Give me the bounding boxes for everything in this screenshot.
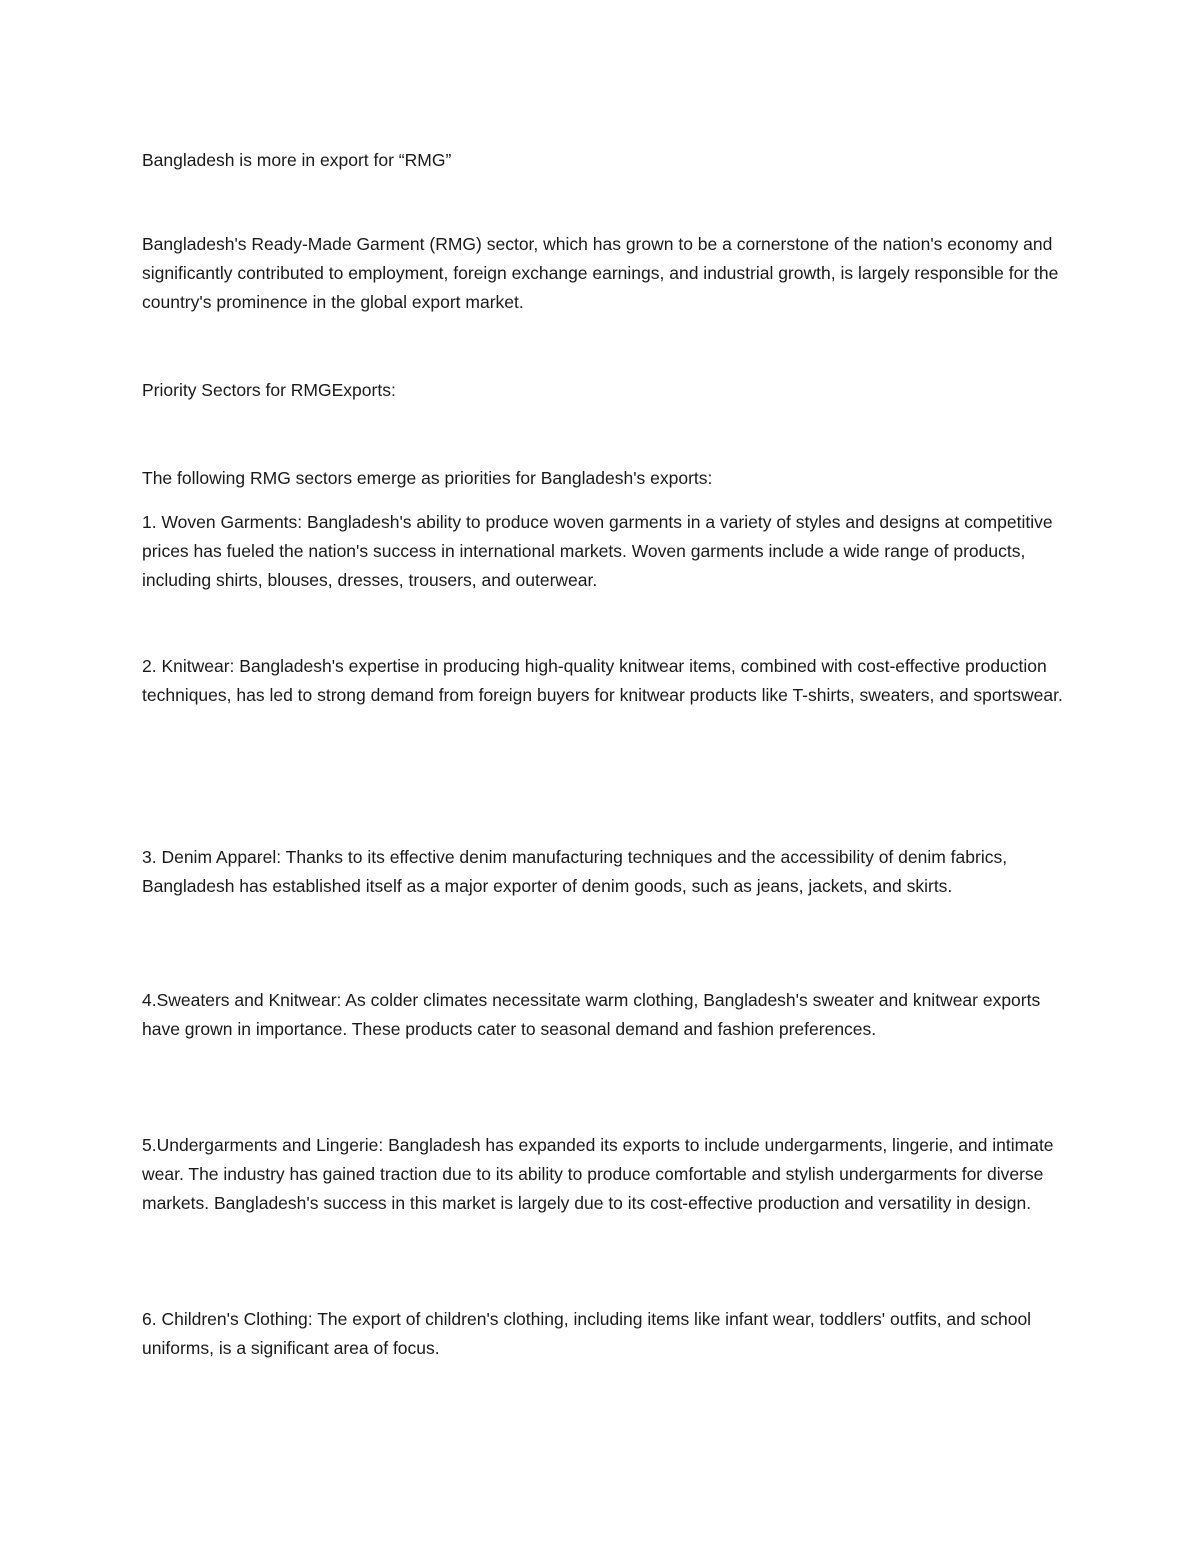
- list-item-knitwear: 2. Knitwear: Bangladesh's expertise in producing high-quality knitwear items, combined with cost-effective production techniques, has led to strong demand from foreign buyers for knitwear products like T-shirts, sweaters, and sportswear.: [142, 656, 1063, 705]
- lead-paragraph: The following RMG sectors emerge as priorities for Bangladesh's exports:: [142, 468, 713, 488]
- section-heading: Priority Sectors for RMGExports:: [142, 380, 396, 400]
- intro-paragraph: Bangladesh's Ready-Made Garment (RMG) sector, which has grown to be a cornerstone of the nation's economy and significantly contributed to employment, foreign exchange earnings, and industrial growth, is largely responsible for the country's prominence in the global export market.: [142, 234, 1059, 312]
- list-item-childrens-clothing: 6. Children's Clothing: The export of children's clothing, including items like infant wear, toddlers' outfits, and school uniforms, is a significant area of focus.: [142, 1309, 1032, 1358]
- list-item-woven: 1. Woven Garments: Bangladesh's ability to produce woven garments in a variety of styles and designs at competitive prices has fueled the nation's success in international markets. Woven garments include a wide range of products, including shirts, blouses, dresses, trousers, and outerwear.: [142, 512, 1053, 590]
- list-item-sweaters: 4.Sweaters and Knitwear: As colder climates necessitate warm clothing, Bangladesh's sweater and knitwear exports have grown in importance. These products cater to seasonal demand and fashion preferences.: [142, 990, 1041, 1039]
- list-item-undergarments: 5.Undergarments and Lingerie: Bangladesh has expanded its exports to include undergarments, lingerie, and intimate wear. The industry has gained traction due to its ability to produce comfortable and stylish undergarments for diverse markets. Bangladesh's success in this market is largely due to its cost-effective production and versatility in design.: [142, 1135, 1054, 1213]
- list-item-denim: 3. Denim Apparel: Thanks to its effective denim manufacturing techniques and the accessibility of denim fabrics, Bangladesh has established itself as a major exporter of denim goods, such as jeans, jackets, and skirts.: [142, 847, 1008, 896]
- document-title: Bangladesh is more in export for “RMG”: [142, 150, 452, 170]
